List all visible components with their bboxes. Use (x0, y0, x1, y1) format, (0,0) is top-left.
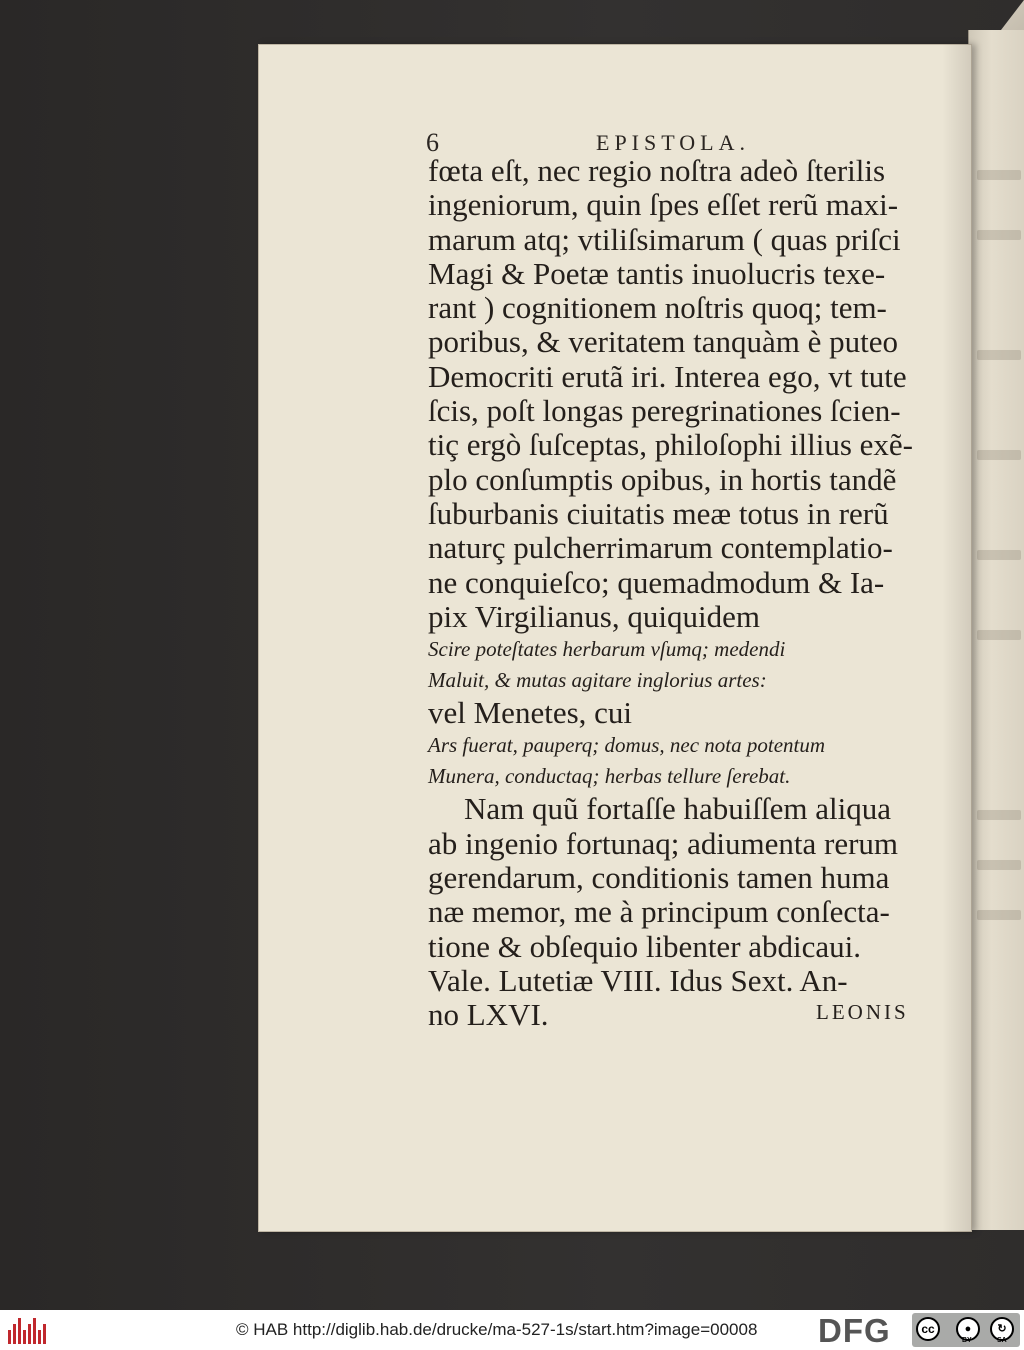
text-line: naturç pulcherrimarum contemplatio- (428, 530, 893, 566)
license-badge[interactable] (912, 1313, 1020, 1347)
by-icon: ● (956, 1317, 980, 1341)
text-line: pix Virgilianus, quiquidem (428, 598, 760, 634)
page-number: 6 (426, 128, 439, 157)
book-page (258, 44, 972, 1232)
text-line: gerendarum, conditionis tamen huma (428, 860, 890, 896)
text-block (428, 154, 948, 1033)
text-line: poribus, & veritatem tanquàm è puteo (428, 324, 899, 360)
credit-link[interactable]: © HAB http://diglib.hab.de/drucke/ma-527-1s/start.htm?image=00008 (236, 1320, 758, 1339)
text-line: næ memor, me à principum conſecta- (428, 894, 890, 930)
text-line: no LXVI. (428, 997, 549, 1033)
verse-line: Ars fuerat, pauperq; domus, nec nota potentum (428, 733, 826, 758)
text-line: Democriti erutã iri. Interea ego, vt tute (428, 358, 907, 394)
text-line: tione & obſequio libenter abdicaui. (428, 928, 862, 964)
verse-line: Maluit, & mutas agitare inglorius artes: (428, 668, 767, 693)
verse-line: Scire poteſtates herbarum vſumq; medendi (428, 637, 786, 662)
sa-icon: ↻ (990, 1317, 1014, 1341)
text-line: ab ingenio fortunaq; adiumenta rerum (428, 825, 899, 861)
dfg-logo[interactable]: DFG (818, 1312, 891, 1349)
text-line: ne conquieſco; quemadmodum & Ia- (428, 564, 885, 600)
text-line: Nam quũ fortaſſe habuiſſem aliqua (464, 791, 891, 827)
viewer-footer (0, 1310, 1024, 1350)
text-line: marum atq; vtiliſsimarum ( quas priſci (428, 221, 901, 257)
text-line: fœta eſt, nec regio noſtra adeò ſterilis (428, 153, 886, 188)
text-line: ſuburbanis ciuitatis meæ totus in rerũ (428, 495, 889, 531)
verse-line: Munera, conductaq; herbas tellure ſerebat. (428, 764, 791, 789)
catchword: LEONIS (816, 1000, 909, 1024)
text-line: vel Menetes, cui (428, 695, 633, 731)
facing-page-edge (968, 30, 1024, 1230)
text-line: tiç ergò ſuſceptas, philoſophi illius exẽ- (428, 427, 913, 463)
running-title: EPISTOLA. (596, 130, 750, 155)
text-line: rant ) cognitionem noſtris quoq; tem- (428, 290, 887, 326)
text-line: Vale. Lutetiæ VIII. Idus Sext. An- (428, 962, 848, 998)
by-label: BY (962, 1337, 972, 1344)
sa-label: SA (997, 1337, 1007, 1344)
text-line: ingeniorum, quin ſpes eſſet rerũ maxi- (428, 187, 899, 223)
text-line: Magi & Poetæ tantis inuolucris texe- (428, 255, 886, 291)
text-line: plo conſumptis opibus, in hortis tandẽ (428, 461, 897, 497)
library-logo-icon[interactable] (6, 1314, 48, 1346)
text-line: ſcis, poſt longas peregrinationes ſcien- (428, 393, 901, 429)
cc-icon: cc (916, 1317, 940, 1341)
